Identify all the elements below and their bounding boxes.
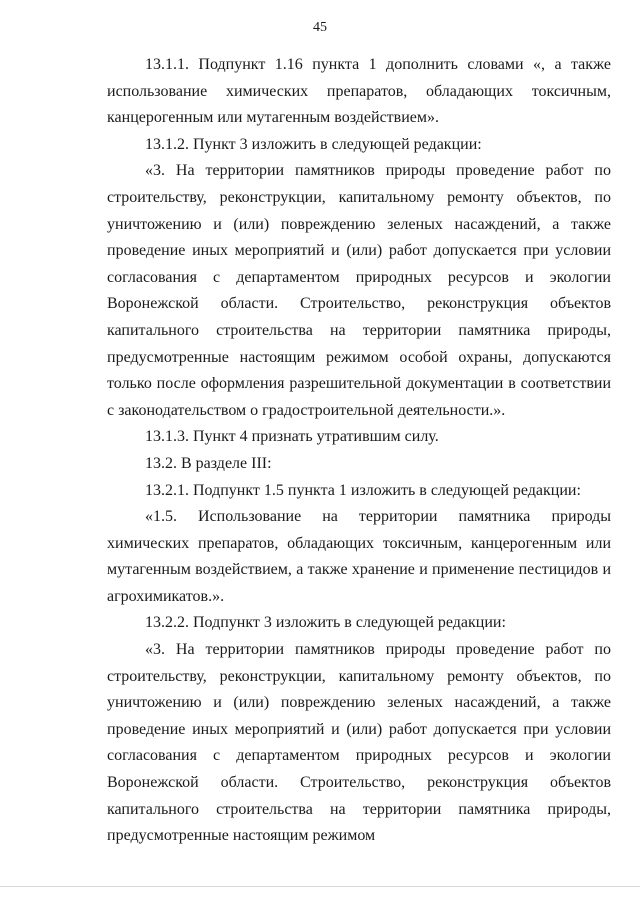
paragraph-13-2-1: 13.2.1. Подпункт 1.5 пункта 1 изложить в следующей редакции: [145,481,581,499]
paragraph-13-1-1: 13.1.1. Подпункт 1.16 пункта 1 дополнить словами «, а также использование химических препаратов, обладающих токсичным, канцерогенным или мутагенным воздействием». [107,56,611,127]
paragraph-quote-3: «3. На территории памятников природы проведение работ по строительству, реконструкции, капитальному ремонту объектов, по уничтожению и (или) повреждению зеленых насаждений, а также проведение иных мероприятий и (или) работ допускается при условии согласования с департаментом природных ресурсов и экологии Воронежской области. Строительство, реконструкция объектов капитального строительства на территории памятника природы, предусмотренные настоящим режимом особой охраны, допускаются только после оформления разрешительной документации в соответствии с законодательством о градостроительной деятельности.». [107,162,611,419]
paragraph-quote-3-repeat: «3. На территории памятников природы проведение работ по строительству, реконструкции, капитальному ремонту объектов, по уничтожению и (или) повреждению зеленых насаждений, а также проведение иных мероприятий и (или) работ допускается при условии согласования с департаментом природных ресурсов и экологии Воронежской области. Строительство, реконструкция объектов капитального строительства на территории памятника природы, предусмотренные настоящим режимом [107,641,611,845]
paragraph-13-2-2: 13.2.2. Подпункт 3 изложить в следующей редакции: [145,614,506,632]
document-body [107,52,611,850]
paragraph-13-2: 13.2. В разделе III: [145,454,272,472]
scan-edge-line [0,886,640,887]
page-number: 45 [313,20,327,35]
paragraph-13-1-2: 13.1.2. Пункт 3 изложить в следующей редакции: [145,135,482,153]
paragraph-13-1-3: 13.1.3. Пункт 4 признать утратившим силу. [145,428,439,446]
paragraph-quote-1-5: «1.5. Использование на территории памятника природы химических препаратов, обладающих токсичным, канцерогенным или мутагенным воздействием, а также хранение и применение пестицидов и агрохимикатов.». [107,508,611,605]
